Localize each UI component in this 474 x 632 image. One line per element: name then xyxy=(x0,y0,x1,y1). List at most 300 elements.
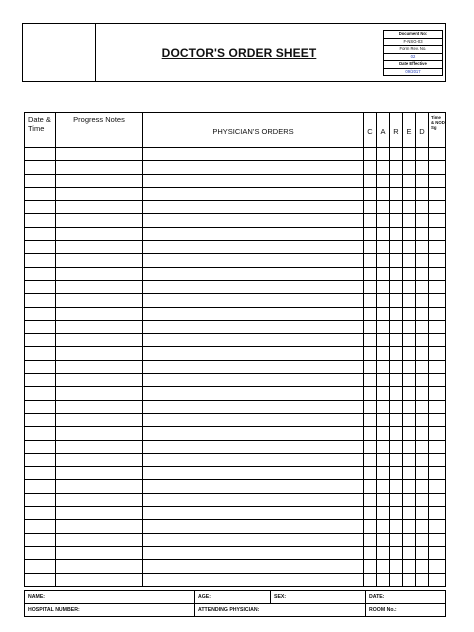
table-cell[interactable] xyxy=(364,400,377,413)
table-cell[interactable] xyxy=(143,573,364,586)
table-cell[interactable] xyxy=(416,467,429,480)
table-cell[interactable] xyxy=(364,294,377,307)
table-cell[interactable] xyxy=(390,174,403,187)
table-cell[interactable] xyxy=(416,387,429,400)
table-cell[interactable] xyxy=(143,520,364,533)
table-cell[interactable] xyxy=(416,148,429,161)
table-cell[interactable] xyxy=(377,467,390,480)
table-cell[interactable] xyxy=(403,227,416,240)
table-cell[interactable] xyxy=(390,413,403,426)
table-cell[interactable] xyxy=(390,267,403,280)
table-cell[interactable] xyxy=(429,241,446,254)
table-cell[interactable] xyxy=(390,161,403,174)
table-cell[interactable] xyxy=(364,427,377,440)
table-cell[interactable] xyxy=(403,427,416,440)
table-cell[interactable] xyxy=(377,227,390,240)
table-cell[interactable] xyxy=(56,161,143,174)
table-cell[interactable] xyxy=(143,507,364,520)
table-cell[interactable] xyxy=(25,334,56,347)
table-cell[interactable] xyxy=(429,480,446,493)
table-cell[interactable] xyxy=(143,148,364,161)
table-cell[interactable] xyxy=(429,507,446,520)
table-cell[interactable] xyxy=(143,227,364,240)
table-cell[interactable] xyxy=(364,387,377,400)
date-field[interactable]: DATE: xyxy=(366,591,446,604)
table-cell[interactable] xyxy=(377,413,390,426)
table-cell[interactable] xyxy=(416,480,429,493)
table-cell[interactable] xyxy=(429,267,446,280)
table-cell[interactable] xyxy=(403,360,416,373)
table-cell[interactable] xyxy=(403,413,416,426)
table-cell[interactable] xyxy=(56,347,143,360)
table-cell[interactable] xyxy=(377,453,390,466)
table-cell[interactable] xyxy=(377,254,390,267)
table-cell[interactable] xyxy=(390,320,403,333)
table-cell[interactable] xyxy=(429,413,446,426)
table-cell[interactable] xyxy=(143,453,364,466)
table-cell[interactable] xyxy=(364,453,377,466)
table-cell[interactable] xyxy=(25,254,56,267)
table-cell[interactable] xyxy=(390,400,403,413)
table-cell[interactable] xyxy=(429,533,446,546)
table-cell[interactable] xyxy=(25,174,56,187)
table-cell[interactable] xyxy=(416,241,429,254)
table-cell[interactable] xyxy=(377,400,390,413)
table-cell[interactable] xyxy=(56,467,143,480)
table-cell[interactable] xyxy=(377,427,390,440)
table-cell[interactable] xyxy=(403,387,416,400)
table-cell[interactable] xyxy=(364,187,377,200)
table-cell[interactable] xyxy=(390,307,403,320)
table-cell[interactable] xyxy=(364,267,377,280)
table-cell[interactable] xyxy=(390,294,403,307)
table-cell[interactable] xyxy=(377,533,390,546)
table-cell[interactable] xyxy=(143,480,364,493)
table-cell[interactable] xyxy=(25,294,56,307)
table-cell[interactable] xyxy=(25,546,56,559)
table-cell[interactable] xyxy=(25,360,56,373)
table-cell[interactable] xyxy=(429,360,446,373)
table-cell[interactable] xyxy=(429,387,446,400)
table-cell[interactable] xyxy=(390,214,403,227)
table-cell[interactable] xyxy=(56,427,143,440)
table-cell[interactable] xyxy=(364,347,377,360)
table-cell[interactable] xyxy=(403,174,416,187)
table-cell[interactable] xyxy=(390,573,403,586)
table-cell[interactable] xyxy=(25,227,56,240)
table-cell[interactable] xyxy=(403,533,416,546)
table-cell[interactable] xyxy=(416,520,429,533)
table-cell[interactable] xyxy=(56,533,143,546)
table-cell[interactable] xyxy=(429,187,446,200)
table-cell[interactable] xyxy=(416,400,429,413)
table-cell[interactable] xyxy=(416,187,429,200)
table-cell[interactable] xyxy=(56,214,143,227)
table-cell[interactable] xyxy=(143,214,364,227)
table-cell[interactable] xyxy=(25,161,56,174)
table-cell[interactable] xyxy=(25,387,56,400)
table-cell[interactable] xyxy=(377,307,390,320)
table-cell[interactable] xyxy=(56,254,143,267)
table-cell[interactable] xyxy=(25,267,56,280)
table-cell[interactable] xyxy=(143,374,364,387)
table-cell[interactable] xyxy=(25,427,56,440)
table-cell[interactable] xyxy=(429,347,446,360)
room-no-field[interactable]: ROOM No.: xyxy=(366,604,446,617)
table-cell[interactable] xyxy=(416,546,429,559)
table-cell[interactable] xyxy=(390,374,403,387)
table-cell[interactable] xyxy=(390,347,403,360)
table-cell[interactable] xyxy=(403,187,416,200)
table-cell[interactable] xyxy=(429,320,446,333)
table-cell[interactable] xyxy=(143,413,364,426)
table-cell[interactable] xyxy=(403,573,416,586)
table-cell[interactable] xyxy=(25,573,56,586)
table-cell[interactable] xyxy=(25,320,56,333)
table-cell[interactable] xyxy=(25,533,56,546)
table-cell[interactable] xyxy=(364,440,377,453)
table-cell[interactable] xyxy=(429,440,446,453)
table-cell[interactable] xyxy=(416,413,429,426)
table-cell[interactable] xyxy=(390,360,403,373)
table-cell[interactable] xyxy=(25,201,56,214)
table-cell[interactable] xyxy=(403,280,416,293)
table-cell[interactable] xyxy=(143,334,364,347)
table-cell[interactable] xyxy=(416,374,429,387)
table-cell[interactable] xyxy=(403,214,416,227)
table-cell[interactable] xyxy=(390,201,403,214)
table-cell[interactable] xyxy=(56,520,143,533)
table-cell[interactable] xyxy=(56,294,143,307)
table-cell[interactable] xyxy=(143,254,364,267)
table-cell[interactable] xyxy=(390,387,403,400)
table-cell[interactable] xyxy=(416,280,429,293)
name-field[interactable]: NAME: xyxy=(25,591,195,604)
table-cell[interactable] xyxy=(143,241,364,254)
table-cell[interactable] xyxy=(56,374,143,387)
table-cell[interactable] xyxy=(429,201,446,214)
table-cell[interactable] xyxy=(377,280,390,293)
table-cell[interactable] xyxy=(56,241,143,254)
table-cell[interactable] xyxy=(390,453,403,466)
table-cell[interactable] xyxy=(25,374,56,387)
table-cell[interactable] xyxy=(390,227,403,240)
table-cell[interactable] xyxy=(377,334,390,347)
table-cell[interactable] xyxy=(364,254,377,267)
table-cell[interactable] xyxy=(403,400,416,413)
table-cell[interactable] xyxy=(416,267,429,280)
table-cell[interactable] xyxy=(364,493,377,506)
table-cell[interactable] xyxy=(364,507,377,520)
table-cell[interactable] xyxy=(143,174,364,187)
table-cell[interactable] xyxy=(143,493,364,506)
table-cell[interactable] xyxy=(429,573,446,586)
table-cell[interactable] xyxy=(390,187,403,200)
table-cell[interactable] xyxy=(429,334,446,347)
table-cell[interactable] xyxy=(390,480,403,493)
table-cell[interactable] xyxy=(403,374,416,387)
table-cell[interactable] xyxy=(390,280,403,293)
table-cell[interactable] xyxy=(403,148,416,161)
table-cell[interactable] xyxy=(25,480,56,493)
table-cell[interactable] xyxy=(377,440,390,453)
table-cell[interactable] xyxy=(403,480,416,493)
sex-field[interactable]: SEX: xyxy=(271,591,366,604)
table-cell[interactable] xyxy=(56,148,143,161)
table-cell[interactable] xyxy=(25,493,56,506)
table-cell[interactable] xyxy=(416,227,429,240)
table-cell[interactable] xyxy=(403,347,416,360)
table-cell[interactable] xyxy=(25,560,56,573)
table-cell[interactable] xyxy=(364,241,377,254)
table-cell[interactable] xyxy=(377,187,390,200)
table-cell[interactable] xyxy=(56,387,143,400)
hospital-number-field[interactable]: HOSPITAL NUMBER: xyxy=(25,604,195,617)
table-cell[interactable] xyxy=(56,227,143,240)
table-cell[interactable] xyxy=(364,413,377,426)
table-cell[interactable] xyxy=(403,201,416,214)
table-cell[interactable] xyxy=(25,467,56,480)
table-cell[interactable] xyxy=(143,400,364,413)
table-cell[interactable] xyxy=(416,573,429,586)
table-cell[interactable] xyxy=(377,174,390,187)
table-cell[interactable] xyxy=(429,520,446,533)
table-cell[interactable] xyxy=(25,413,56,426)
table-cell[interactable] xyxy=(377,493,390,506)
table-cell[interactable] xyxy=(25,280,56,293)
table-cell[interactable] xyxy=(364,360,377,373)
table-cell[interactable] xyxy=(390,427,403,440)
table-cell[interactable] xyxy=(416,294,429,307)
table-cell[interactable] xyxy=(377,347,390,360)
table-cell[interactable] xyxy=(390,148,403,161)
table-cell[interactable] xyxy=(143,267,364,280)
table-cell[interactable] xyxy=(143,280,364,293)
table-cell[interactable] xyxy=(25,520,56,533)
table-cell[interactable] xyxy=(416,161,429,174)
table-cell[interactable] xyxy=(364,280,377,293)
table-cell[interactable] xyxy=(403,440,416,453)
table-cell[interactable] xyxy=(429,560,446,573)
table-cell[interactable] xyxy=(143,467,364,480)
table-cell[interactable] xyxy=(377,241,390,254)
table-cell[interactable] xyxy=(25,453,56,466)
table-cell[interactable] xyxy=(56,307,143,320)
table-cell[interactable] xyxy=(364,533,377,546)
table-cell[interactable] xyxy=(416,533,429,546)
table-cell[interactable] xyxy=(403,294,416,307)
table-cell[interactable] xyxy=(429,161,446,174)
table-cell[interactable] xyxy=(390,440,403,453)
table-cell[interactable] xyxy=(377,573,390,586)
table-cell[interactable] xyxy=(56,507,143,520)
table-cell[interactable] xyxy=(56,546,143,559)
table-cell[interactable] xyxy=(429,280,446,293)
table-cell[interactable] xyxy=(390,467,403,480)
table-cell[interactable] xyxy=(364,573,377,586)
table-cell[interactable] xyxy=(429,294,446,307)
table-cell[interactable] xyxy=(364,161,377,174)
table-cell[interactable] xyxy=(377,546,390,559)
table-cell[interactable] xyxy=(403,241,416,254)
table-cell[interactable] xyxy=(416,214,429,227)
table-cell[interactable] xyxy=(416,560,429,573)
table-cell[interactable] xyxy=(429,546,446,559)
table-cell[interactable] xyxy=(143,387,364,400)
table-cell[interactable] xyxy=(403,453,416,466)
table-cell[interactable] xyxy=(56,400,143,413)
table-cell[interactable] xyxy=(377,294,390,307)
table-cell[interactable] xyxy=(25,187,56,200)
table-cell[interactable] xyxy=(377,520,390,533)
table-cell[interactable] xyxy=(143,161,364,174)
table-cell[interactable] xyxy=(364,307,377,320)
table-cell[interactable] xyxy=(429,427,446,440)
table-cell[interactable] xyxy=(56,320,143,333)
table-cell[interactable] xyxy=(377,267,390,280)
table-cell[interactable] xyxy=(25,214,56,227)
table-cell[interactable] xyxy=(364,374,377,387)
table-cell[interactable] xyxy=(364,174,377,187)
table-cell[interactable] xyxy=(416,453,429,466)
table-cell[interactable] xyxy=(25,347,56,360)
table-cell[interactable] xyxy=(364,214,377,227)
table-cell[interactable] xyxy=(25,400,56,413)
table-cell[interactable] xyxy=(390,546,403,559)
table-cell[interactable] xyxy=(429,493,446,506)
table-cell[interactable] xyxy=(377,360,390,373)
table-cell[interactable] xyxy=(377,560,390,573)
table-cell[interactable] xyxy=(416,174,429,187)
table-cell[interactable] xyxy=(364,320,377,333)
table-cell[interactable] xyxy=(56,267,143,280)
table-cell[interactable] xyxy=(377,507,390,520)
attending-physician-field[interactable]: ATTENDING PHYSICIAN: xyxy=(195,604,366,617)
table-cell[interactable] xyxy=(377,387,390,400)
table-cell[interactable] xyxy=(416,307,429,320)
table-cell[interactable] xyxy=(377,201,390,214)
table-cell[interactable] xyxy=(143,307,364,320)
table-cell[interactable] xyxy=(377,161,390,174)
table-cell[interactable] xyxy=(377,320,390,333)
table-cell[interactable] xyxy=(364,334,377,347)
table-cell[interactable] xyxy=(416,507,429,520)
table-cell[interactable] xyxy=(56,573,143,586)
table-cell[interactable] xyxy=(403,520,416,533)
table-cell[interactable] xyxy=(143,294,364,307)
table-cell[interactable] xyxy=(403,320,416,333)
table-cell[interactable] xyxy=(25,440,56,453)
table-cell[interactable] xyxy=(56,453,143,466)
table-cell[interactable] xyxy=(416,254,429,267)
table-cell[interactable] xyxy=(56,334,143,347)
table-cell[interactable] xyxy=(429,174,446,187)
table-cell[interactable] xyxy=(143,201,364,214)
table-cell[interactable] xyxy=(56,493,143,506)
table-cell[interactable] xyxy=(429,148,446,161)
table-cell[interactable] xyxy=(25,507,56,520)
table-cell[interactable] xyxy=(364,201,377,214)
table-cell[interactable] xyxy=(429,374,446,387)
table-cell[interactable] xyxy=(403,334,416,347)
table-cell[interactable] xyxy=(143,533,364,546)
table-cell[interactable] xyxy=(143,347,364,360)
table-cell[interactable] xyxy=(56,360,143,373)
table-cell[interactable] xyxy=(390,560,403,573)
table-cell[interactable] xyxy=(416,360,429,373)
table-cell[interactable] xyxy=(56,440,143,453)
table-cell[interactable] xyxy=(364,520,377,533)
table-cell[interactable] xyxy=(429,227,446,240)
table-cell[interactable] xyxy=(364,480,377,493)
table-cell[interactable] xyxy=(364,467,377,480)
table-cell[interactable] xyxy=(143,427,364,440)
table-cell[interactable] xyxy=(429,453,446,466)
table-cell[interactable] xyxy=(429,254,446,267)
table-cell[interactable] xyxy=(390,254,403,267)
table-cell[interactable] xyxy=(403,161,416,174)
table-cell[interactable] xyxy=(416,320,429,333)
table-cell[interactable] xyxy=(377,480,390,493)
table-cell[interactable] xyxy=(403,507,416,520)
table-cell[interactable] xyxy=(377,214,390,227)
table-cell[interactable] xyxy=(403,546,416,559)
table-cell[interactable] xyxy=(143,187,364,200)
table-cell[interactable] xyxy=(403,467,416,480)
table-cell[interactable] xyxy=(25,307,56,320)
table-cell[interactable] xyxy=(56,201,143,214)
table-cell[interactable] xyxy=(364,148,377,161)
table-cell[interactable] xyxy=(416,440,429,453)
table-cell[interactable] xyxy=(416,493,429,506)
table-cell[interactable] xyxy=(56,280,143,293)
table-cell[interactable] xyxy=(25,241,56,254)
table-cell[interactable] xyxy=(143,320,364,333)
table-cell[interactable] xyxy=(390,493,403,506)
table-cell[interactable] xyxy=(56,187,143,200)
table-cell[interactable] xyxy=(416,427,429,440)
table-cell[interactable] xyxy=(416,347,429,360)
table-cell[interactable] xyxy=(403,267,416,280)
table-cell[interactable] xyxy=(143,360,364,373)
table-cell[interactable] xyxy=(143,440,364,453)
table-cell[interactable] xyxy=(56,174,143,187)
table-cell[interactable] xyxy=(403,560,416,573)
table-cell[interactable] xyxy=(403,254,416,267)
table-cell[interactable] xyxy=(429,214,446,227)
table-cell[interactable] xyxy=(390,334,403,347)
table-cell[interactable] xyxy=(143,560,364,573)
table-cell[interactable] xyxy=(56,413,143,426)
table-cell[interactable] xyxy=(403,307,416,320)
table-cell[interactable] xyxy=(390,520,403,533)
table-cell[interactable] xyxy=(416,334,429,347)
table-cell[interactable] xyxy=(143,546,364,559)
table-cell[interactable] xyxy=(364,560,377,573)
table-cell[interactable] xyxy=(364,546,377,559)
table-cell[interactable] xyxy=(429,467,446,480)
table-cell[interactable] xyxy=(25,148,56,161)
table-cell[interactable] xyxy=(56,560,143,573)
table-cell[interactable] xyxy=(390,507,403,520)
table-cell[interactable] xyxy=(429,307,446,320)
table-cell[interactable] xyxy=(56,480,143,493)
table-cell[interactable] xyxy=(429,400,446,413)
table-cell[interactable] xyxy=(416,201,429,214)
table-cell[interactable] xyxy=(377,374,390,387)
age-field[interactable]: AGE: xyxy=(195,591,271,604)
table-cell[interactable] xyxy=(403,493,416,506)
